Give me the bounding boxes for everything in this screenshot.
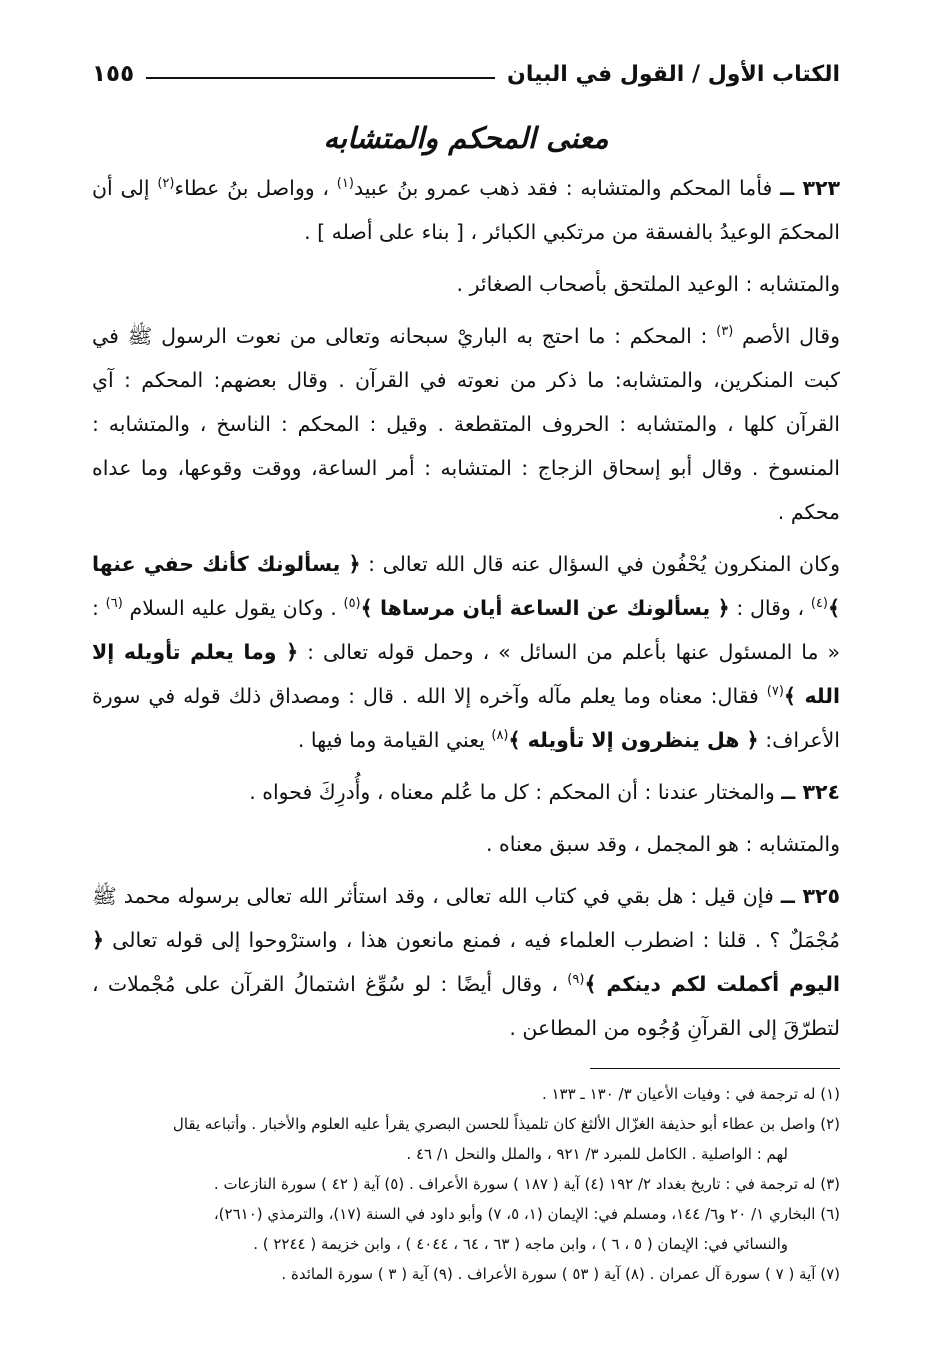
paragraph-number: ٣٢٤ ــ	[781, 780, 840, 804]
footnotes	[92, 1079, 840, 1289]
paragraph-munkirun: وكان المنكرون يُحْفُون في السؤال عنه قال الله تعالى : ﴿ يسألونك كأنك حفي عنها ﴾$^{(٤)}$ ، وقال : ﴿ يسألونك عن الساعة أيان مرساها ﴾$^{(٥)}$ . وكان يقول عليه السلام $^{(٦)}$ : « ما المسئول عنها بأعلم من السائل » ، وحمل قوله تعالى : ﴿ وما يعلم تأويله إلا الله ﴾$^{(٧)}$ فقال: معناه وما يعلم مآله وآخره إلا الله . قال : ومصداق ذلك قوله في سورة الأعراف: ﴿ هل ينظرون إلا تأويله ﴾$^{(٨)}$ يعني القيامة وما فيها .	[92, 552, 840, 752]
paragraph-asamm: وقال الأصم $^{(٣)}$ : المحكم : ما احتج به الباريْ سبحانه وتعالى من نعوت الرسول ﷺ في كبت المنكرين، والمتشابه: ما ذكر من نعوته في القرآن . وقال بعضهم: المحكم : آي القرآن كلها ، والمتشابه : الحروف المتقطعة . وقيل : المحكم : الناسخ ، والمتشابه : المنسوخ . وقال أبو إسحاق الزجاج : المتشابه : أمر الساعة، ووقت وقوعها، وما عداه محكم .	[92, 324, 840, 524]
footnote-2-cont: لهم : الواصلية . الكامل للمبرد ٣/ ٩٢١ ، والملل والنحل ١/ ٤٦ .	[406, 1145, 788, 1163]
paragraph-mutashabih: والمتشابه : الوعيد الملتحق بأصحاب الصغائر .	[456, 272, 840, 296]
quran-quote: ﴿ يسألونك كأنك حفي عنها ﴾	[92, 552, 840, 620]
footnote-7-9: (٧) آية ( ٧ ) سورة آل عمران . (٨) آية ( ٥٣ ) سورة الأعراف . (٩) آية ( ٣ ) سورة المائدة .	[281, 1265, 840, 1283]
footnote-ref: (٨)	[491, 728, 509, 744]
paragraph-325: ٣٢٥ ــ فإن قيل : هل بقي في كتاب الله تعالى ، وقد استأثر الله تعالى برسوله محمد ﷺ مُجْمَلٌ ؟ . قلنا : اضطرب العلماء فيه ، فمنع مانعون هذا ، واسترْوحوا إلى قوله تعالى ﴿ اليوم أكملت لكم دينكم ﴾$^{(٩)}$ ، وقال أيضًا : لو سُوِّغ اشتمالُ القرآن على مُجْملات ، لتطرّقَ إلى القرآنِ وُجُوه من المطاعن .	[92, 884, 841, 1040]
footnote-ref: (٥)	[343, 596, 361, 612]
footnote-divider	[590, 1068, 840, 1069]
footnote-6: (٦) البخاري ١/ ٢٠ و٦/ ١٤٤، ومسلم في: الإيمان (١، ٥، ٧) وأبو داود في السنة (١٧)، والترمذي (٢٦١٠)،	[213, 1205, 840, 1223]
page-number: ١٥٥	[92, 61, 135, 87]
footnote-2: (٢) واصل بن عطاء أبو حذيفة الغزّال الألثغ كان تلميذاً للحسن البصري يقرأ عليه العلوم والأخبار . وأتباعه يقال	[172, 1115, 840, 1133]
quran-quote: ﴿ يسألونك عن الساعة أيان مرساها ﴾	[360, 596, 730, 620]
paragraph-323: ٣٢٣ ــ فأما المحكم والمتشابه : فقد ذهب عمرو بنُ عبيد$^{(١)}$ ، وواصل بنُ عطاء$^{(٢)}$ إلى أن المحكمَ الوعيدُ بالفسقة من مرتكبي الكبائر ، [ بناء على أصله ] .	[92, 176, 841, 244]
footnote-ref: (٢)	[157, 176, 175, 192]
quran-quote: ﴿ وما يعلم تأويله إلا الله ﴾	[92, 640, 840, 708]
footnote-1: (١) له ترجمة في : وفيات الأعيان ٣/ ١٣٠ ـ ١٣٣ .	[541, 1085, 840, 1103]
book-title: الكتاب الأول / القول في البيان	[507, 61, 840, 87]
footnote-6-cont: والنسائي في: الإيمان ( ٥ ، ٦ ) ، وابن ماجه ( ٦٣ ، ٦٤ ، ٤٠٤٤ ) ، وابن خزيمة ( ٢٢٤٤ ) .	[253, 1235, 788, 1253]
paragraph-324: ٣٢٤ ــ والمختار عندنا : أن المحكم : كل ما عُلم معناه ، وأُدرِكَ فحواه .	[249, 780, 840, 804]
footnote-3-5: (٣) له ترجمة في : تاريخ بغداد ٢/ ١٩٢ (٤) آية ( ١٨٧ ) سورة الأعراف . (٥) آية ( ٤٢ ) سورة النازعات .	[213, 1175, 840, 1193]
paragraph-number: ٣٢٥ ــ	[780, 884, 841, 908]
footnote-ref: (٣)	[716, 324, 734, 340]
paragraph-mujmal: والمتشابه : هو المجمل ، وقد سبق معناه .	[485, 832, 840, 856]
footnote-ref: (٧)	[766, 684, 784, 700]
footnote-ref: (١)	[336, 176, 354, 192]
section-title: معنى المحكم والمتشابه	[323, 121, 609, 155]
header-rule	[146, 77, 495, 79]
paragraph-number: ٣٢٣ ــ	[780, 176, 841, 200]
running-header	[92, 54, 840, 94]
quran-quote: ﴿ اليوم أكملت لكم دينكم ﴾	[92, 928, 841, 996]
footnote-ref: (٩)	[567, 972, 585, 988]
footnote-ref: (٦)	[105, 596, 123, 612]
quran-quote: ﴿ هل ينظرون إلا تأويله ﴾	[508, 728, 759, 752]
footnote-ref: (٤)	[810, 596, 828, 612]
